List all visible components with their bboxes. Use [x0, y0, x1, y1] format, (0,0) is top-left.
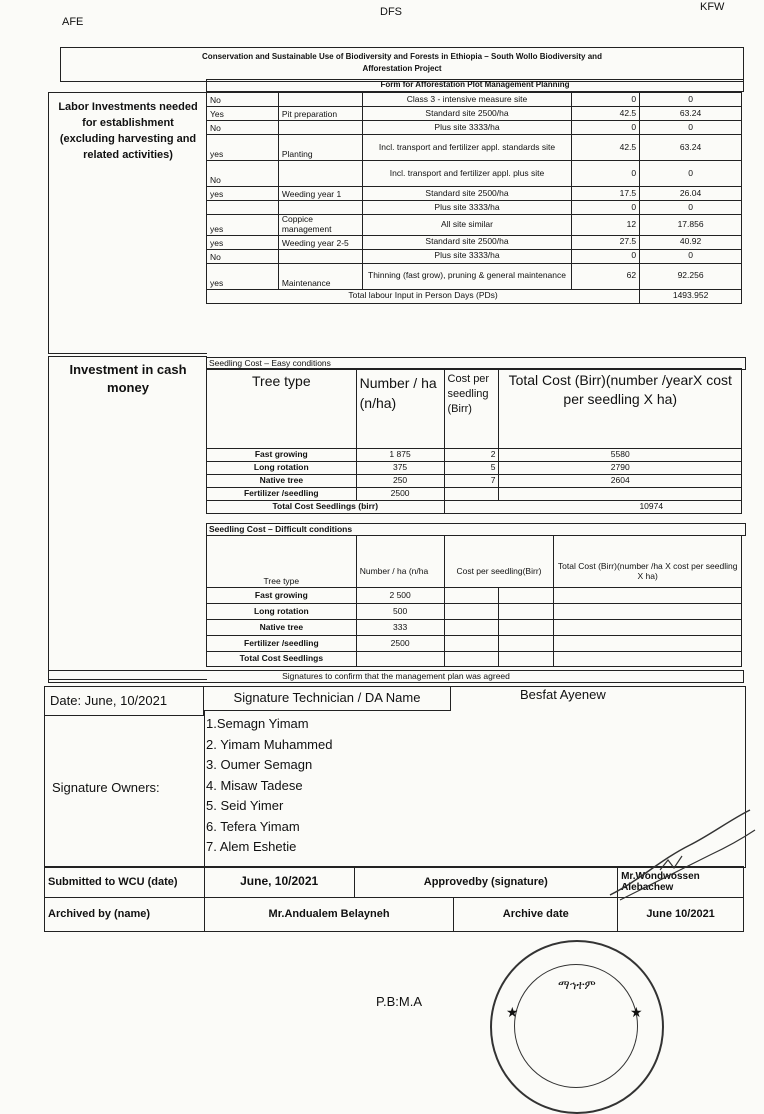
- labor-value-2: 17.856: [640, 215, 742, 236]
- labor-value-2: 0: [640, 161, 742, 187]
- labor-value-1: 42.5: [572, 135, 640, 161]
- project-title-line1: Conservation and Sustainable Use of Biodiversity and Forests in Ethiopia – South Wollo Biodiversity and: [202, 52, 602, 61]
- handwritten-signature: [600, 800, 760, 910]
- archived-name: Mr.Andualem Belayneh: [204, 898, 454, 932]
- cash-label-box: [48, 356, 207, 680]
- labor-description: Thinning (fast grow), pruning & general maintenance: [362, 263, 572, 289]
- star-icon: ★: [506, 1004, 519, 1020]
- owner-name: 3. Oumer Semagn: [206, 757, 313, 772]
- cash-label: Investment in cash money: [69, 362, 187, 395]
- project-title-line2: Afforestation Project: [362, 64, 442, 73]
- labor-yes-no: Yes: [207, 107, 279, 121]
- easy-header-total: Total Cost (Birr)(number /yearX cost per seedling X ha): [499, 369, 742, 449]
- labor-yes-no: [207, 201, 279, 215]
- technician-label: Signature Technician / DA Name: [204, 686, 451, 711]
- labor-value-2: 63.24: [640, 107, 742, 121]
- easy-total: 5580: [499, 449, 742, 462]
- difficult-seedling-table: [206, 535, 742, 667]
- labor-row: [207, 161, 742, 187]
- labor-row: [207, 107, 742, 121]
- labor-value-1: 12: [572, 215, 640, 236]
- labor-row: [207, 215, 742, 236]
- labor-yes-no: No: [207, 249, 279, 263]
- labor-activity: [278, 249, 362, 263]
- easy-num: 1 875: [356, 449, 444, 462]
- header-afe: AFE: [62, 16, 84, 28]
- labor-description: Standard site 2500/ha: [362, 187, 572, 201]
- labor-row: [207, 135, 742, 161]
- labor-label-box: [48, 92, 207, 354]
- easy-header-number: Number / ha (n/ha): [356, 369, 444, 449]
- easy-total: 2790: [499, 462, 742, 475]
- easy-seedling-row: [207, 475, 742, 488]
- diff-num: 500: [356, 604, 444, 620]
- difficult-conditions-title: Seedling Cost – Difficult conditions: [206, 523, 746, 536]
- labor-total-row: [207, 289, 742, 303]
- owner-name: 4. Misaw Tadese: [206, 777, 303, 793]
- approved-name: Mr.Wondwossen Alebachew: [618, 867, 744, 898]
- easy-num: 2500: [356, 488, 444, 501]
- labor-row: [207, 93, 742, 107]
- labor-activity: Coppice management: [278, 215, 362, 236]
- owner-name: 1.Semagn Yimam: [206, 716, 309, 731]
- difficult-seedling-row: [207, 604, 742, 620]
- labor-value-2: 0: [640, 93, 742, 107]
- labor-total-label: Total labour Input in Person Days (PDs): [207, 289, 640, 303]
- diff-type: Fast growing: [207, 588, 357, 604]
- easy-num: 250: [356, 475, 444, 488]
- labor-activity: Planting: [278, 135, 362, 161]
- stamp-text: ማኅተም: [558, 978, 596, 992]
- labor-description: Incl. transport and fertilizer appl. standards site: [362, 135, 572, 161]
- labor-value-1: 27.5: [572, 235, 640, 249]
- easy-cost: 2: [444, 449, 499, 462]
- labor-yes-no: yes: [207, 235, 279, 249]
- submitted-date: June, 10/2021: [204, 867, 354, 898]
- labor-activity: [278, 121, 362, 135]
- labor-row: [207, 235, 742, 249]
- signatures-confirm: Signatures to confirm that the management plan was agreed: [48, 670, 744, 683]
- labor-value-2: 40.92: [640, 235, 742, 249]
- easy-header-cost: Cost per seedling (Birr): [444, 369, 499, 449]
- form-title: Form for Afforestation Plot Management Planning: [206, 79, 744, 92]
- easy-type: Native tree: [207, 475, 357, 488]
- diff-num: 333: [356, 620, 444, 636]
- diff-type: Native tree: [207, 620, 357, 636]
- labor-value-1: 0: [572, 201, 640, 215]
- labor-label: Labor Investments needed for establishment (excluding harvesting and related activities): [58, 101, 198, 161]
- labor-description: Standard site 2500/ha: [362, 107, 572, 121]
- labor-value-2: 0: [640, 201, 742, 215]
- difficult-seedling-row: [207, 588, 742, 604]
- owner-name: 2. Yimam Muhammed: [206, 736, 333, 752]
- diff-header-cost: Cost per seedling(Birr): [444, 536, 554, 588]
- labor-row: [207, 249, 742, 263]
- labor-description: Plus site 3333/ha: [362, 249, 572, 263]
- labor-activity: Maintenance: [278, 263, 362, 289]
- labor-value-2: 0: [640, 121, 742, 135]
- labor-activity: [278, 93, 362, 107]
- star-icon: ★: [630, 1004, 643, 1020]
- approved-label: Approvedby (signature): [354, 867, 618, 898]
- labor-description: Plus site 3333/ha: [362, 121, 572, 135]
- labor-value-1: 0: [572, 249, 640, 263]
- labor-row: [207, 121, 742, 135]
- labor-value-1: 0: [572, 93, 640, 107]
- labor-yes-no: yes: [207, 263, 279, 289]
- labor-description: Standard site 2500/ha: [362, 235, 572, 249]
- labor-row: [207, 201, 742, 215]
- date-field: Date: June, 10/2021: [44, 686, 204, 716]
- official-stamp: [490, 940, 664, 1114]
- labor-activity: Weeding year 1: [278, 187, 362, 201]
- archive-date: June 10/2021: [618, 898, 744, 932]
- technician-name: Besfat Ayenew: [520, 687, 606, 702]
- labor-value-2: 0: [640, 249, 742, 263]
- footer-text: P.B:M.A: [376, 994, 423, 1009]
- labor-value-1: 62: [572, 263, 640, 289]
- labor-value-2: 63.24: [640, 135, 742, 161]
- labor-yes-no: No: [207, 93, 279, 107]
- easy-type: Long rotation: [207, 462, 357, 475]
- labor-value-2: 92.256: [640, 263, 742, 289]
- labor-description: Incl. transport and fertilizer appl. plus site: [362, 161, 572, 187]
- easy-total: 2604: [499, 475, 742, 488]
- labor-activity: Pit preparation: [278, 107, 362, 121]
- owner-name: 7. Alem Eshetie: [206, 839, 297, 854]
- header-dfs: DFS: [380, 6, 402, 18]
- easy-seedling-table: [206, 368, 742, 514]
- archived-label: Archived by (name): [45, 898, 205, 932]
- labor-yes-no: yes: [207, 187, 279, 201]
- labor-value-1: 42.5: [572, 107, 640, 121]
- labor-yes-no: yes: [207, 215, 279, 236]
- labor-yes-no: No: [207, 161, 279, 187]
- easy-num: 375: [356, 462, 444, 475]
- labor-table: [206, 92, 742, 304]
- easy-cost: [444, 488, 499, 501]
- easy-seedling-row: [207, 462, 742, 475]
- diff-num: 2 500: [356, 588, 444, 604]
- diff-total-label: Total Cost Seedlings: [207, 652, 357, 667]
- labor-description: All site similar: [362, 215, 572, 236]
- diff-num: 2500: [356, 636, 444, 652]
- labor-activity: [278, 161, 362, 187]
- easy-conditions-title: Seedling Cost – Easy conditions: [206, 357, 746, 370]
- easy-type: Fertilizer /seedling: [207, 488, 357, 501]
- easy-total-value: 10974: [444, 501, 741, 514]
- owners-list: [206, 714, 332, 858]
- owner-name: 6. Tefera Yimam: [206, 818, 300, 834]
- easy-total-label: Total Cost Seedlings (birr): [207, 501, 445, 514]
- diff-type: Long rotation: [207, 604, 357, 620]
- labor-yes-no: No: [207, 121, 279, 135]
- difficult-seedling-row: [207, 620, 742, 636]
- labor-description: Plus site 3333/ha: [362, 201, 572, 215]
- easy-cost: 5: [444, 462, 499, 475]
- labor-activity: [278, 201, 362, 215]
- owners-label: Signature Owners:: [52, 780, 160, 795]
- labor-value-1: 17.5: [572, 187, 640, 201]
- labor-value-1: 0: [572, 121, 640, 135]
- diff-header-total: Total Cost (Birr)(number /ha X cost per seedling X ha): [554, 536, 742, 588]
- diff-header-tree-type: Tree type: [207, 536, 357, 588]
- difficult-seedling-row: [207, 636, 742, 652]
- easy-seedling-row: [207, 449, 742, 462]
- owner-name: 5. Seid Yimer: [206, 798, 284, 813]
- labor-total-value: 1493.952: [640, 289, 742, 303]
- project-title-box: [60, 47, 744, 82]
- labor-value-1: 0: [572, 161, 640, 187]
- submitted-label: Submitted to WCU (date): [45, 867, 205, 898]
- diff-type: Fertilizer /seedling: [207, 636, 357, 652]
- labor-value-2: 26.04: [640, 187, 742, 201]
- header-kfw: KFW: [700, 1, 725, 13]
- diff-header-number: Number / ha (n/ha: [356, 536, 444, 588]
- archive-date-label: Archive date: [454, 898, 618, 932]
- easy-cost: 7: [444, 475, 499, 488]
- easy-seedling-row: [207, 488, 742, 501]
- labor-activity: Weeding year 2-5: [278, 235, 362, 249]
- easy-total: [499, 488, 742, 501]
- divider: [204, 710, 205, 866]
- labor-row: [207, 187, 742, 201]
- labor-description: Class 3 - intensive measure site: [362, 93, 572, 107]
- labor-row: [207, 263, 742, 289]
- easy-type: Fast growing: [207, 449, 357, 462]
- labor-yes-no: yes: [207, 135, 279, 161]
- easy-header-tree-type: Tree type: [207, 369, 357, 449]
